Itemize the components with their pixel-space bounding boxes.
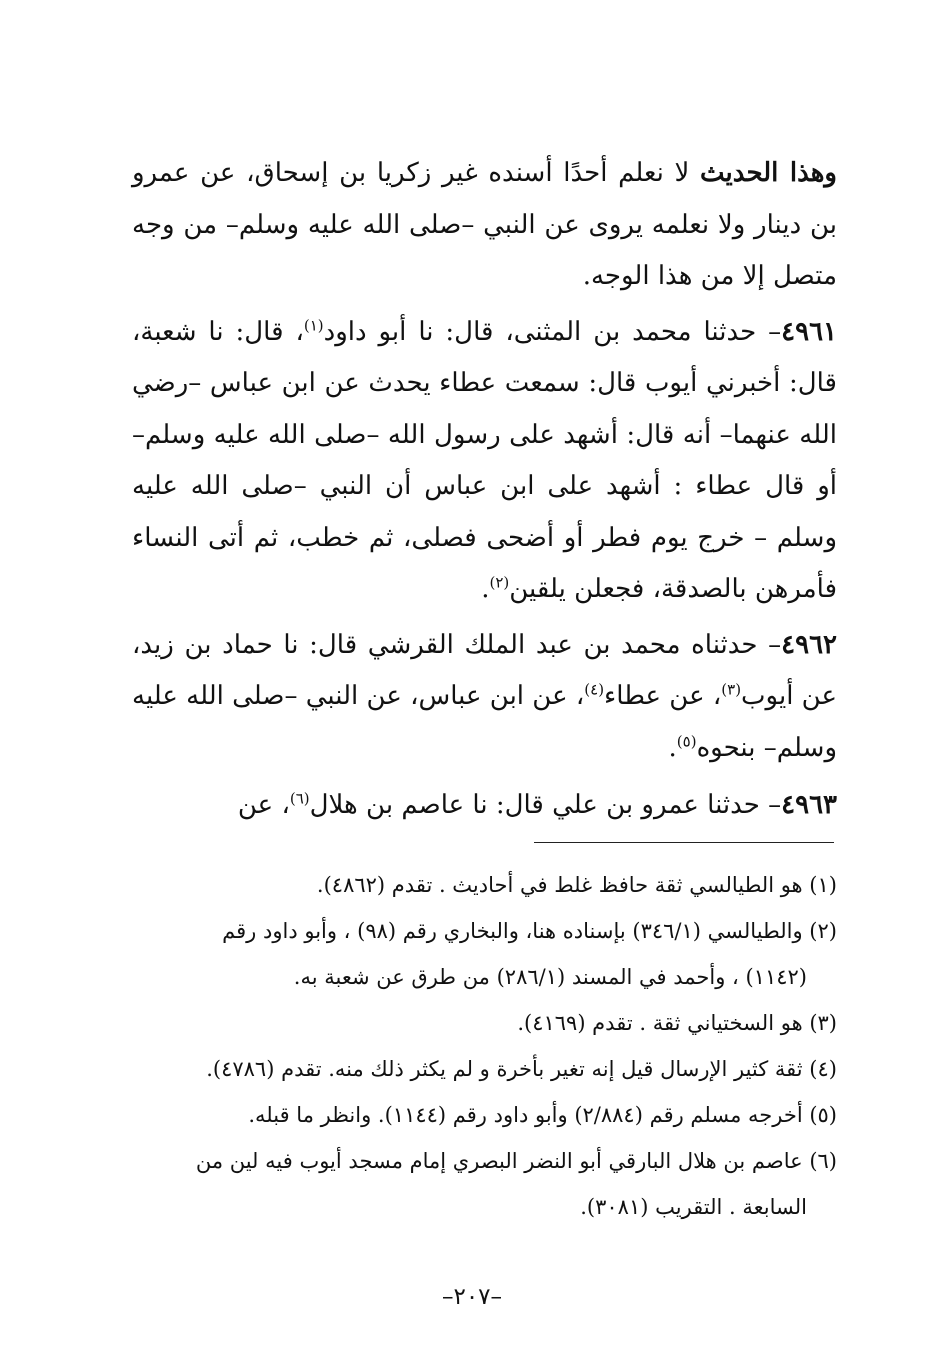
hadith-text: ، عن	[237, 790, 290, 820]
footnote-6-continued: السابعة . التقريب (٣٠٨١).	[580, 1195, 807, 1219]
hadith-text: .	[481, 574, 490, 604]
hadith-text: ، قال: نا شعبة، قال: أخبرني أيوب قال: سمعت عطاء يحدث عن ابن عباس –رضي الله عنهما– أنه قال: أشهد على رسول الله –صلى الله عليه وسلم– أو قال عطاء : أشهد على ابن عباس أن النبي –صلى الله عليه وسلم – خرج يوم فطر أو أضحى فصلى، ثم خطب، ثم أتى النساء فأمرهن بالصدقة، فجعلن يلقين	[132, 316, 837, 604]
hadith-4962	[132, 620, 837, 775]
hadith-text: ، عن عطاء	[604, 681, 722, 711]
footnote-2: (٢) والطيالسي (٣٤٦/١) بإسناده هنا، والبخاري رقم (٩٨) ، وأبو داود رقم	[222, 919, 837, 943]
paragraph-text: لا نعلم أحدًا أسنده غير زكريا بن إسحاق، عن عمرو بن دينار ولا نعلمه يروى عن النبي –صلى الله عليه وسلم– من وجه متصل إلا من هذا الوجه.	[132, 158, 837, 291]
hadith-number: ٤٩٦٣	[781, 790, 837, 820]
footnote-1: (١) هو الطيالسي ثقة حافظ غلط في أحاديث . تقدم (٤٨٦٢).	[316, 873, 837, 897]
footnote-4: (٤) ثقة كثير الإرسال قيل إنه تغير بأخرة و لم يكثر ذلك منه. تقدم (٤٧٨٦).	[206, 1057, 837, 1081]
footnote-3: (٣) هو السختياني ثقة . تقدم (٤١٦٩).	[517, 1011, 837, 1035]
main-text	[132, 148, 837, 832]
footnote-ref: (٢)	[489, 573, 510, 592]
footnote-ref: (٦)	[289, 789, 310, 808]
page-number: –٢٠٧–	[441, 1284, 503, 1310]
paragraph-intro	[132, 148, 837, 303]
hadith-4961	[132, 307, 837, 616]
hadith-number: ٤٩٦١	[781, 316, 837, 347]
footnote-ref: (٣)	[721, 680, 742, 699]
footnote-ref: (٤)	[584, 680, 605, 699]
hadith-text: – حدثناه محمد بن عبد الملك القرشي قال: نا حماد بن زيد، عن أيوب	[132, 629, 837, 711]
footnote-6: (٦) عاصم بن هلال البارقي أبو النضر البصري إمام مسجد أيوب فيه لين من	[195, 1149, 837, 1173]
lead-phrase: وهذا الحديث	[700, 158, 837, 188]
footnote-divider	[534, 842, 834, 843]
hadith-text: .	[668, 732, 677, 763]
footnote-5: (٥) أخرجه مسلم رقم (٢/٨٨٤) وأبو داود رقم (١١٤٤). وانظر ما قبله.	[248, 1103, 837, 1127]
footnote-ref: (١)	[303, 315, 324, 334]
footnotes	[132, 862, 837, 1230]
footnote-2-continued: (١١٤٢) ، وأحمد في المسند (٢٨٦/١) من طرق عن شعبة به.	[293, 965, 807, 989]
hadith-text: – حدثنا محمد بن المثنى، قال: نا أبو داود	[323, 316, 782, 347]
hadith-text: – حدثنا عمرو بن علي قال: نا عاصم بن هلال	[309, 790, 782, 820]
hadith-text: ، عن ابن عباس، عن النبي –صلى الله عليه وسلم– بنحوه	[132, 681, 837, 763]
footnote-ref: (٥)	[676, 731, 697, 750]
hadith-4963	[132, 780, 837, 832]
hadith-number: ٤٩٦٢	[781, 629, 837, 660]
